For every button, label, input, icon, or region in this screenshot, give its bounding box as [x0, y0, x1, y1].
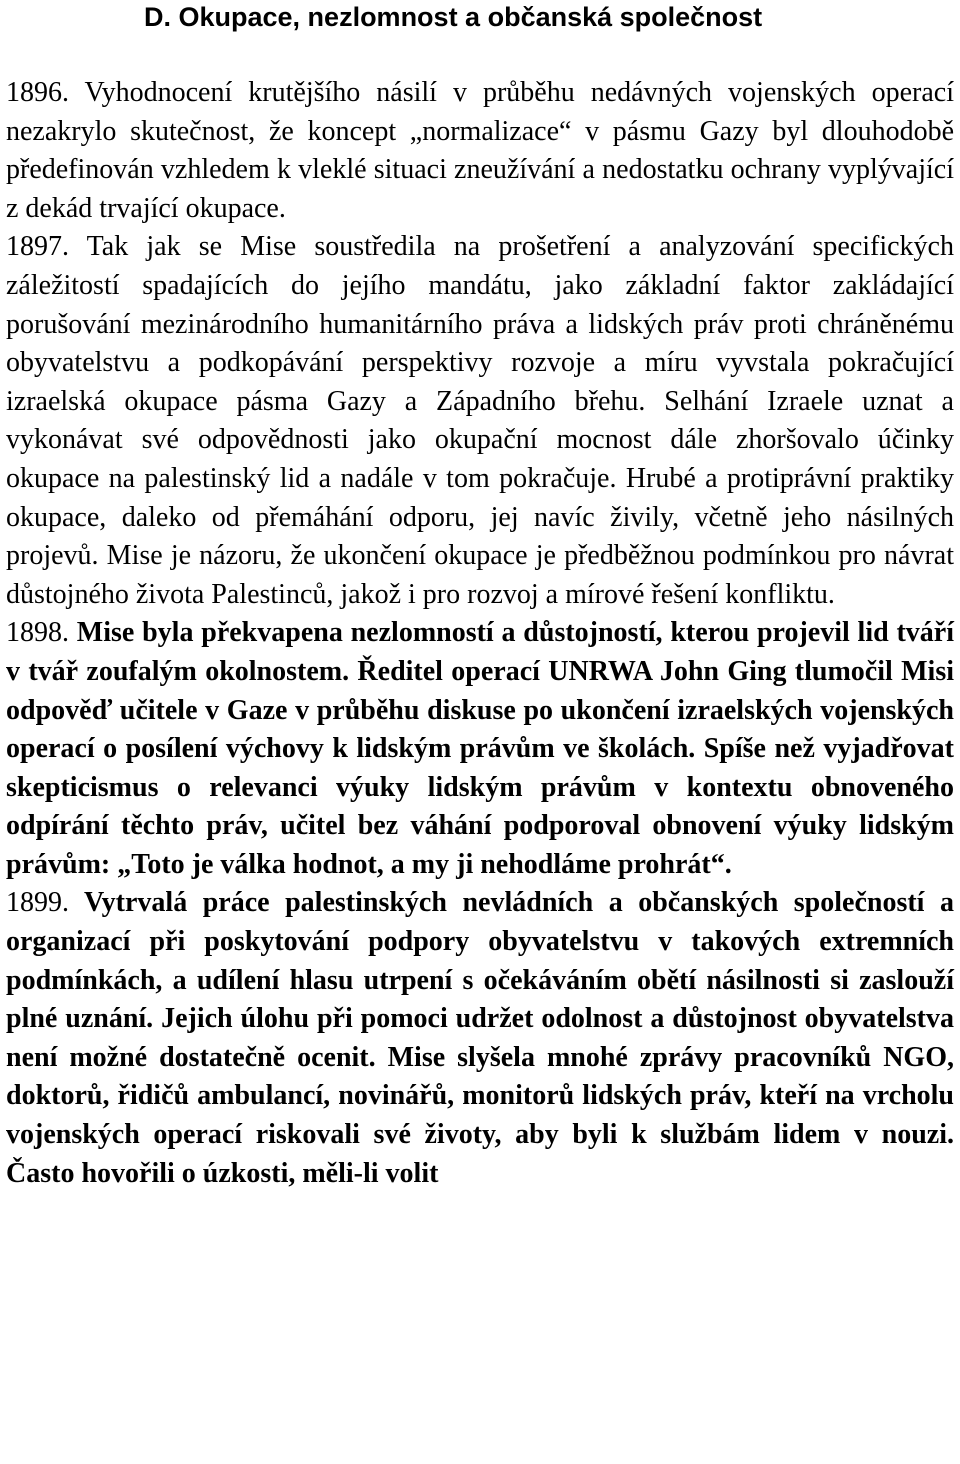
paragraph-1897: [6, 228, 954, 614]
paragraph-text: Mise byla překvapena nezlomností a důstojností, kterou projevil lid tváří v tvář zoufalým okolnostem. Ředitel operací UNRWA John Ging tlumočil Misi odpověď učitele v Gaze v průběhu diskuse po ukončení izraelských vojenských operací o posílení výchovy k lidským právům ve školách. Spíše než vyjadřovat skepticismus o relevanci výuky lidským právům v kontextu obnoveného odpírání těchto práv, učitel bez váhání podporoval obnovení výuky lidským právům: „Toto je válka hodnot, a my ji nehodláme prohrát“.: [6, 617, 954, 880]
document-page: [6, 0, 954, 1193]
paragraph-text: Tak jak se Mise soustředila na prošetření a analyzování specifických záležitostí spadajících do jejího mandátu, jako základní faktor zakládající porušování mezinárodního humanitárního práva a lidských práv proti chráněnému obyvatelstvu a podkopávání perspektivy rozvoje a míru vyvstala pokračující izraelská okupace pásma Gazy a Západního břehu. Selhání Izraele uznat a vykonávat své odpovědnosti jako okupační mocnost dále zhoršovalo účinky okupace na palestinský lid a nadále v tom pokračuje. Hrubé a protiprávní praktiky okupace, daleko od přemáhání odporu, jej navíc živily, včetně jeho násilných projevů. Mise je názoru, že ukončení okupace je předběžnou podmínkou pro návrat důstojného života Palestinců, jakož i pro rozvoj a mírové řešení konfliktu.: [6, 231, 954, 610]
section-heading: D. Okupace, nezlomnost a občanská společnost: [144, 2, 763, 32]
paragraph-1899: [6, 884, 954, 1193]
paragraph-1898: [6, 614, 954, 884]
paragraph-number: 1898.: [6, 617, 69, 649]
paragraph-1896: [6, 74, 954, 228]
paragraph-text: Vytrvalá práce palestinských nevládních a občanských společností a organizací při poskytování podpory obyvatelstvu v takových extremních podmínkách, a udílení hlasu utrpení s očekáváním obětí násilnosti si zaslouží plné uznání. Jejich úlohu při pomoci udržet odolnost a důstojnost obyvatelstva není možné dostatečně ocenit. Mise slyšela mnohé zprávy pracovníků NGO, doktorů, řidičů ambulancí, novinářů, monitorů lidských práv, kteří na vrcholu vojenských operací riskovali své životy, aby byli k službám lidem v nouzi. Často hovořili o úzkosti, měli-li volit: [6, 887, 954, 1189]
paragraph-text: Vyhodnocení krutějšího násilí v průběhu nedávných vojenských operací nezakrylo skutečnost, že koncept „normalizace“ v pásmu Gazy byl dlouhodobě předefinován vzhledem k vleklé situaci zneužívání a nedostatku ochrany vyplývající z dekád trvající okupace.: [6, 77, 954, 224]
paragraph-number: 1899.: [6, 887, 69, 919]
paragraph-number: 1897.: [6, 231, 69, 263]
paragraph-number: 1896.: [6, 77, 69, 108]
